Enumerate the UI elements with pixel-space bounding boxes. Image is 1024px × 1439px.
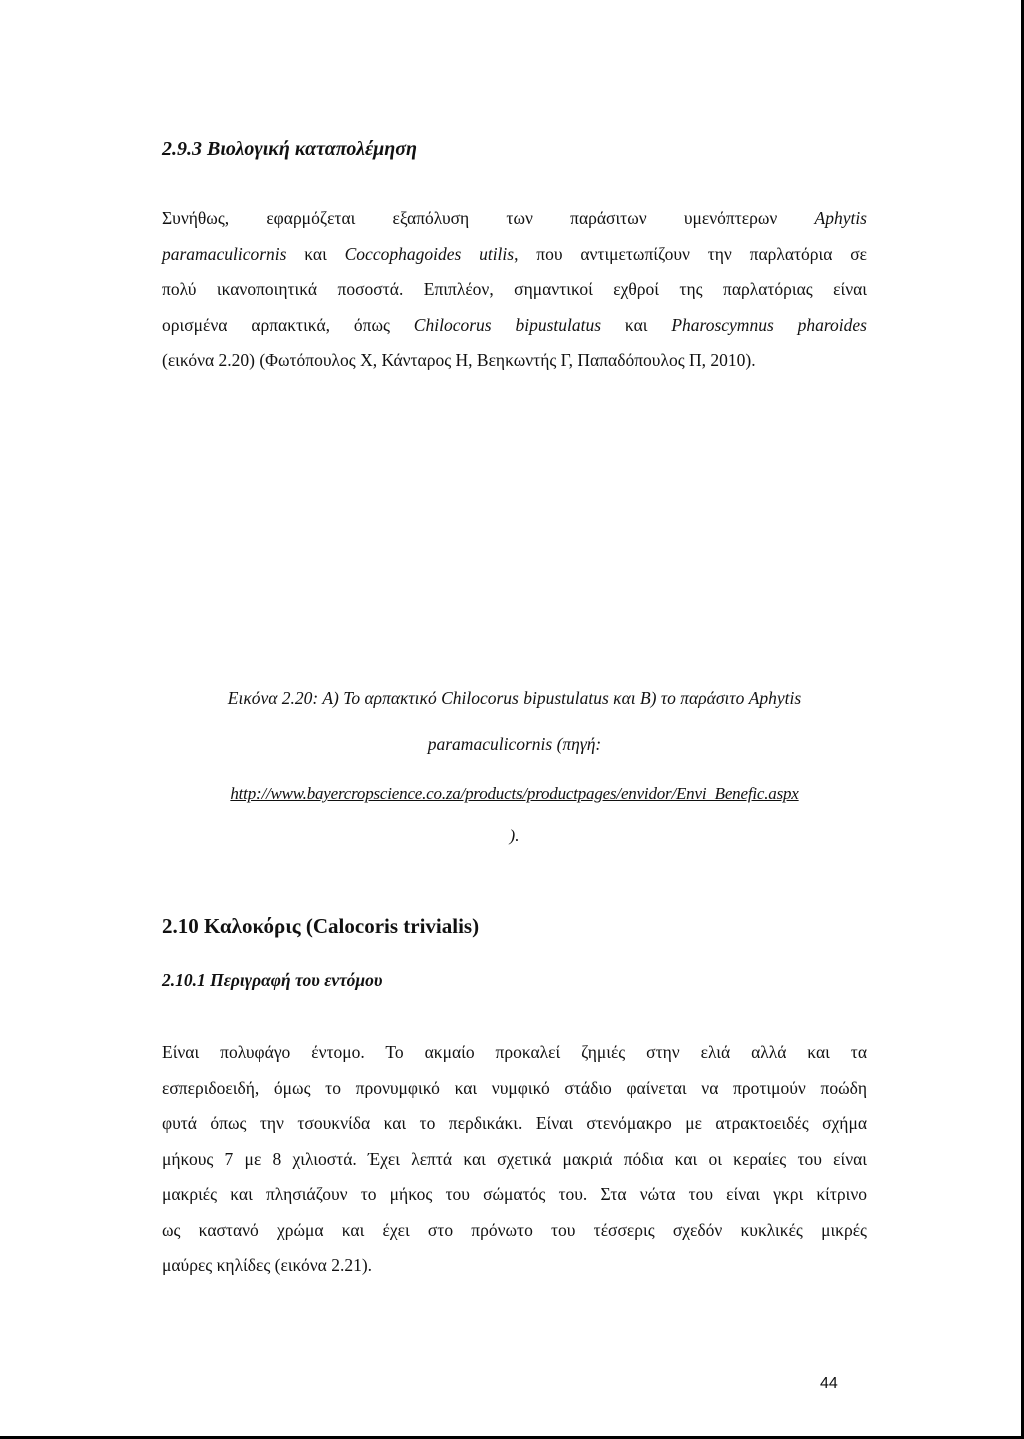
paragraph-line: Είναι πολυφάγο έντομο. Το ακμαίο προκαλεί ζημιές στην ελιά αλλά και τα	[162, 1042, 867, 1062]
paragraph-line: πολύ ικανοποιητικά ποσοστά. Επιπλέον, σημαντικοί εχθροί της παρλατόριας είναι	[162, 279, 867, 299]
source-link[interactable]: http://www.bayercropscience.co.za/products/productpages/envidor/Envi_Benefic.aspx	[230, 784, 799, 803]
paragraph-line: μαύρες κηλίδες (εικόνα 2.21).	[162, 1255, 373, 1275]
paragraph-line: Συνήθως, εφαρμόζεται εξαπόλυση των παράσιτων υμενόπτερων Aphytis	[162, 208, 867, 228]
paragraph-line: ορισμένα αρπακτικά, όπως Chilocorus bipustulatus και Pharoscymnus pharoides	[162, 314, 867, 335]
paragraph-line: (εικόνα 2.20) (Φωτόπουλος Χ, Κάνταρος Η, Βεηκωντής Γ, Παπαδόπουλος Π, 2010).	[162, 350, 756, 370]
paragraph-line: εσπεριδοειδή, όμως το προνυμφικό και νυμφικό στάδιο φαίνεται να προτιμούν ποώδη	[162, 1077, 867, 1098]
figure-caption: Εικόνα 2.20: Α) Το αρπακτικό Chilocorus bipustulatus και Β) το παράσιτο Aphytis	[227, 688, 802, 708]
section-heading: 2.9.3 Βιολογική καταπολέμηση	[162, 138, 418, 160]
page-number: 44	[820, 1375, 838, 1392]
paragraph-line: φυτά όπως την τσουκνίδα και το περδικάκι. Είναι στενόμακρο με ατρακτοειδές σχήμα	[162, 1113, 867, 1133]
subsection-title: 2.10.1 Περιγραφή του εντόμου	[162, 970, 383, 990]
figure-caption-source: paramaculicornis (πηγή:	[427, 734, 602, 754]
caption-end: ).	[509, 826, 520, 845]
paragraph-line: ως καστανό χρώμα και έχει στο πρόνωτο του τέσσερις σχεδόν κυκλικές μικρές	[162, 1219, 867, 1240]
paragraph-biological-control	[162, 201, 867, 379]
section-title: 2.10 Καλοκόρις (Calocoris trivialis)	[162, 914, 480, 938]
paragraph-line: paramaculicornis και Coccophagoides utilis, που αντιμετωπίζουν την παρλατόρια σε	[162, 243, 868, 264]
paragraph-line: μακριές και πλησιάζουν το μήκος του σώματός του. Στα νώτα του είναι γκρι κίτρινο	[162, 1184, 867, 1204]
paragraph-insect-description	[162, 1035, 867, 1284]
paragraph-line: μήκους 7 με 8 χιλιοστά. Έχει λεπτά και σχετικά μακριά πόδια και οι κεραίες του είναι	[162, 1148, 867, 1169]
